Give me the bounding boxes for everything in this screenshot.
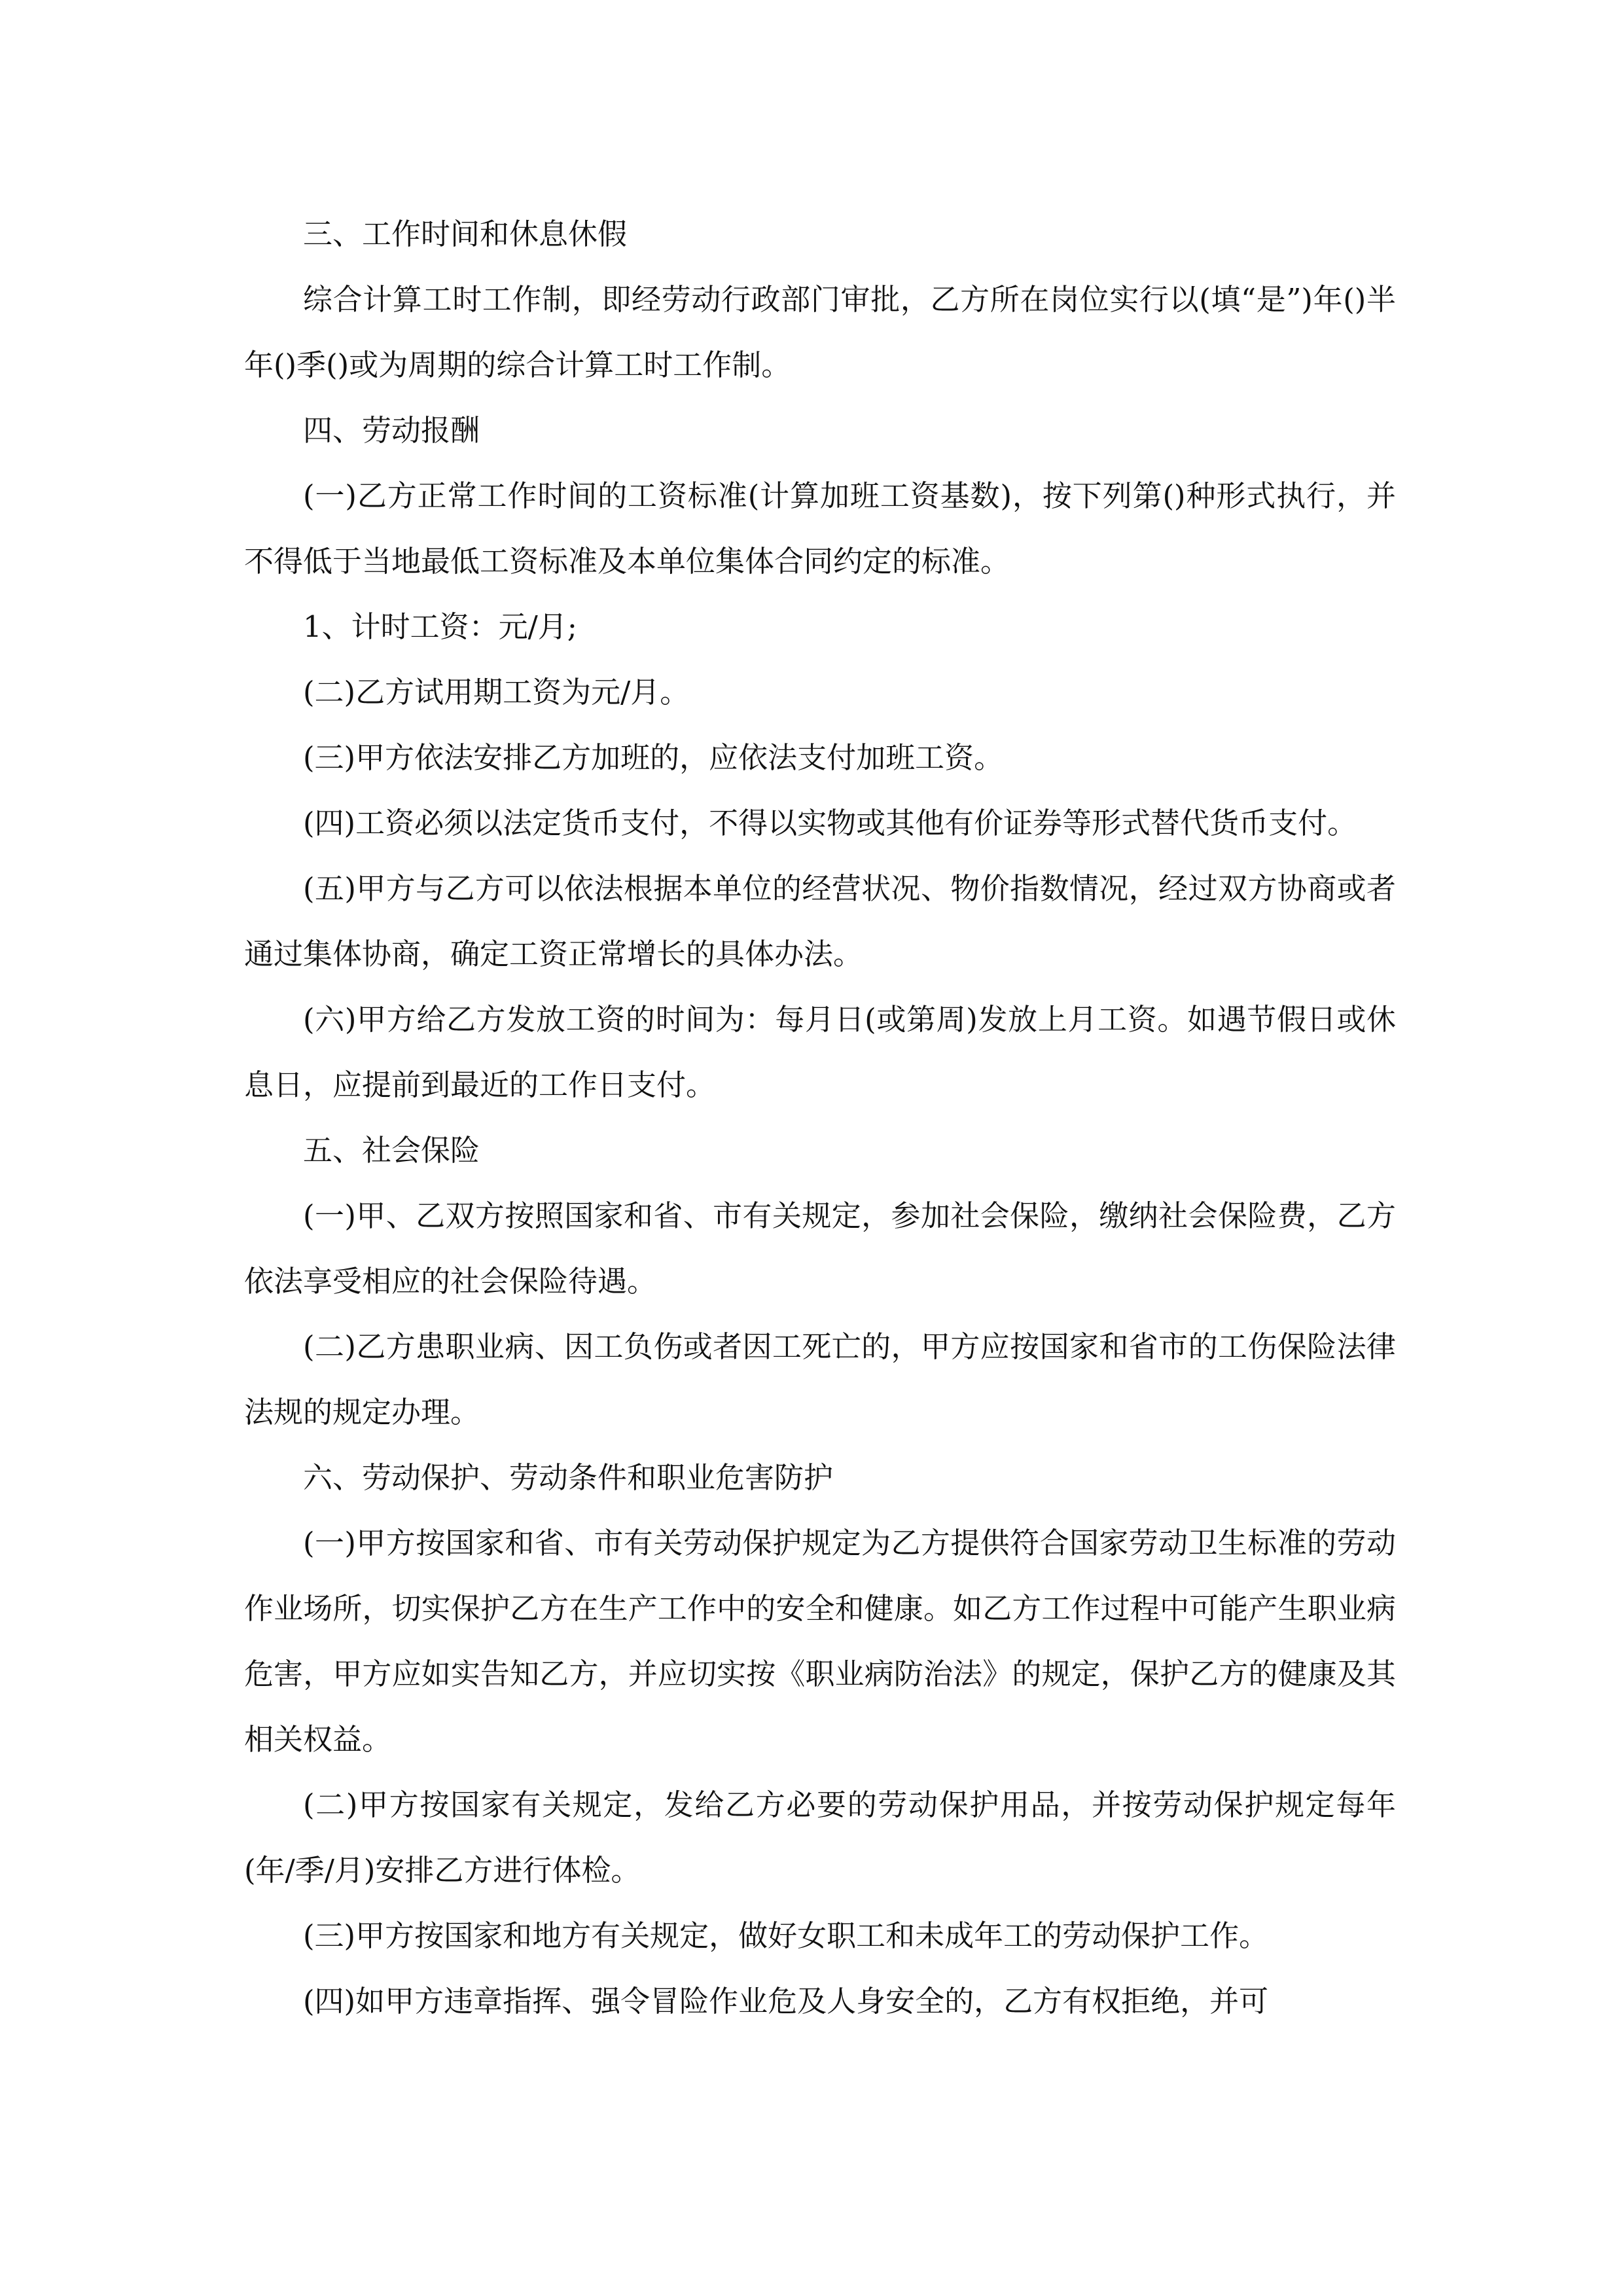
paragraph-female-minor-workers: (三)甲方按国家和地方有关规定，做好女职工和未成年工的劳动保护工作。 <box>303 1918 1269 1953</box>
paragraph-protective-equipment: (二)甲方按国家有关规定，发给乙方必要的劳动保护用品，并按劳动保护规定每年(年/季/月)安排乙方进行体检。 <box>244 1787 1396 1888</box>
paragraph-workplace-safety: (一)甲方按国家和省、市有关劳动保护规定为乙方提供符合国家劳动卫生标准的劳动作业场所，切实保护乙方在生产工作中的安全和健康。如乙方工作过程中可能产生职业病危害，甲方应如实告知乙方，并应切实按《职业病防治法》的规定，保护乙方的健康及其相关权益。 <box>244 1526 1396 1757</box>
paragraph-hourly-wage: 1、计时工资：元/月; <box>303 609 577 644</box>
section-heading-labor-protection: 六、劳动保护、劳动条件和职业危害防护 <box>303 1460 834 1495</box>
document-page <box>244 202 1396 2034</box>
paragraph-legal-currency: (四)工资必须以法定货币支付，不得以实物或其他有价证券等形式替代货币支付。 <box>303 806 1357 840</box>
paragraph-overtime-pay: (三)甲方依法安排乙方加班的，应依法支付加班工资。 <box>303 740 1004 775</box>
section-heading-remuneration: 四、劳动报酬 <box>303 413 480 448</box>
paragraph-refuse-unsafe-orders: (四)如甲方违章指挥、强令冒险作业危及人身安全的，乙方有权拒绝，并可 <box>303 1984 1269 2018</box>
paragraph-pay-date: (六)甲方给乙方发放工资的时间为：每月日(或第周)发放上月工资。如遇节假日或休息日，应提前到最近的工作日支付。 <box>244 1002 1396 1102</box>
paragraph-wage-standard: (一)乙方正常工作时间的工资标准(计算加班工资基数)，按下列第()种形式执行，并不得低于当地最低工资标准及本单位集体合同约定的标准。 <box>244 478 1396 579</box>
section-heading-social-insurance: 五、社会保险 <box>303 1133 480 1168</box>
paragraph-wage-growth: (五)甲方与乙方可以依法根据本单位的经营状况、物价指数情况，经过双方协商或者通过集体协商，确定工资正常增长的具体办法。 <box>244 871 1396 971</box>
paragraph-work-injury: (二)乙方患职业病、因工负伤或者因工死亡的，甲方应按国家和省市的工伤保险法律法规的规定办理。 <box>244 1329 1396 1429</box>
section-heading-work-hours: 三、工作时间和休息休假 <box>303 217 628 251</box>
paragraph-comprehensive-hours: 综合计算工时工作制，即经劳动行政部门审批，乙方所在岗位实行以(填“是”)年()半年()季()或为周期的综合计算工时工作制。 <box>244 282 1396 382</box>
paragraph-probation-wage: (二)乙方试用期工资为元/月。 <box>303 675 690 709</box>
paragraph-insurance-contribution: (一)甲、乙双方按照国家和省、市有关规定，参加社会保险，缴纳社会保险费，乙方依法享受相应的社会保险待遇。 <box>244 1198 1396 1299</box>
